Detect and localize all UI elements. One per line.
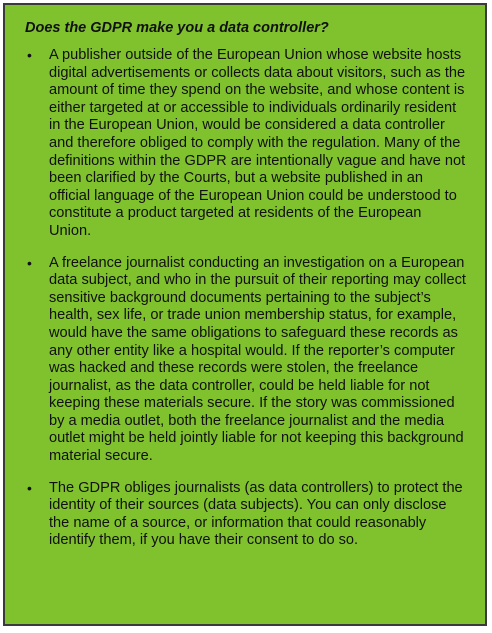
list-item-text: A freelance journalist conducting an investigation on a European data subject, and who in the pursuit of their reporting may collect sensitive background documents pertaining to the subject’s health, sex life, or trade union membership status, for example, would have the same obligations to safeguard these records as any other entity like a hospital would. If the reporter’s computer was hacked and these records were stolen, the freelance journalist, as the data controller, could be held liable for not keeping these materials secure. If the story was commissioned by a media outlet, both the freelance journalist and the media outlet might be held jointly liable for not keeping this background material secure.	[49, 254, 466, 465]
bullet-list	[25, 47, 471, 550]
list-item-text: A publisher outside of the European Union whose website hosts digital advertisements or collects data about visitors, such as the amount of time they spend on the website, and whose content is either targeted at or accessible to individuals ordinarily resident in the European Union, would be considered a data controller and therefore obliged to comply with the regulation. Many of the definitions within the GDPR are intentionally vague and have not been clarified by the Courts, but a website published in an official language of the European Union could be understood to constitute a product targeted at residents of the European Union.	[49, 47, 466, 239]
list-item-text: The GDPR obliges journalists (as data controllers) to protect the identity of their sources (data subjects). You can only disclose the name of a source, or information that could reasonably identify them, if you have their consent to do so.	[49, 479, 463, 549]
list-item	[25, 255, 471, 466]
list-item	[25, 47, 471, 241]
gdpr-callout-box	[3, 3, 487, 626]
bullet-icon: •	[27, 47, 32, 63]
bullet-icon: •	[27, 254, 32, 271]
callout-title: Does the GDPR make you a data controller?	[25, 20, 329, 36]
list-item	[25, 480, 471, 550]
bullet-icon: •	[27, 479, 32, 496]
